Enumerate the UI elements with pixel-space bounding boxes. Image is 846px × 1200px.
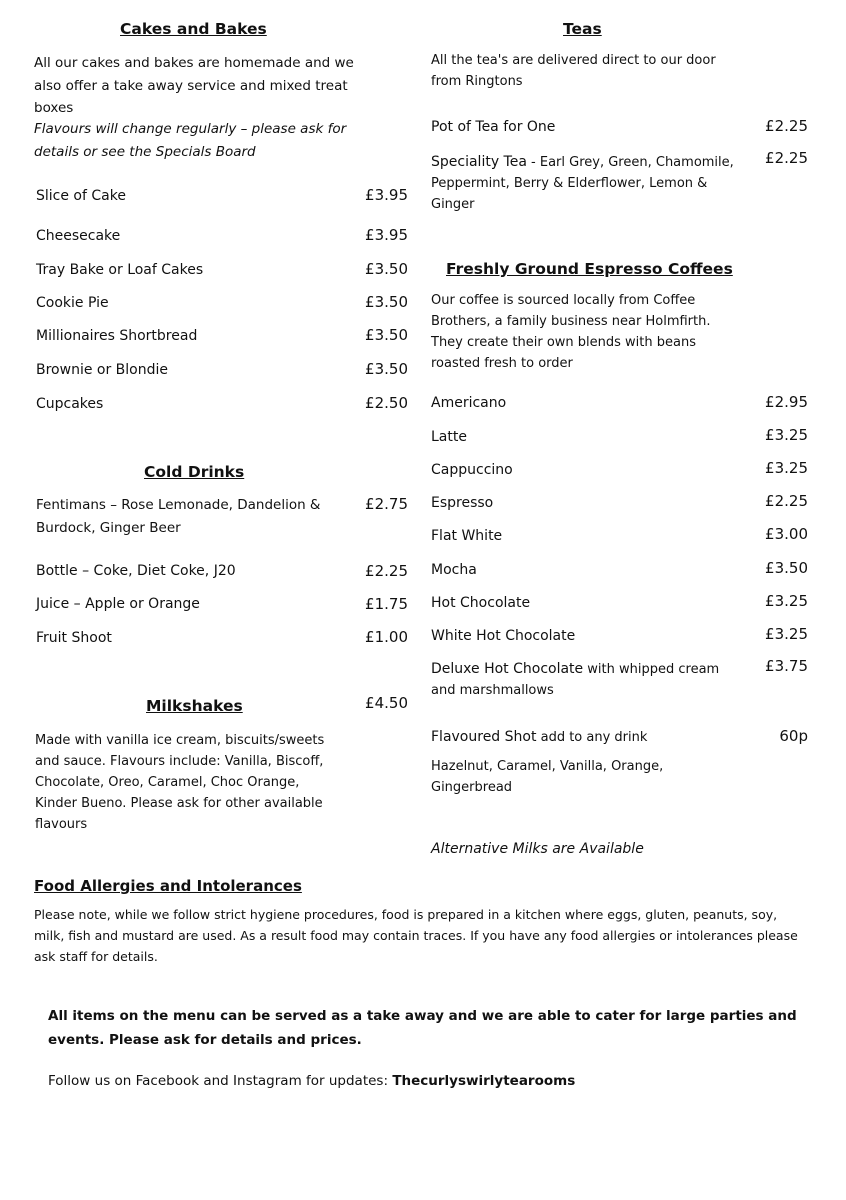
menu-item-label: Speciality Tea: [431, 154, 527, 170]
menu-item-price: £1.75: [365, 595, 408, 613]
menu-item-name: Slice of Cake: [36, 188, 126, 204]
menu-item-name: Espresso: [431, 495, 494, 511]
menu-item-price: £2.25: [765, 117, 808, 135]
menu-item-name: Cupcakes: [36, 396, 104, 412]
cold-drinks-heading: Cold Drinks: [144, 463, 245, 481]
coffees-heading: Freshly Ground Espresso Coffees: [446, 260, 733, 278]
menu-item-name: Fentimans – Rose Lemonade, Dandelion & Burdock, Ginger Beer: [36, 497, 321, 536]
menu-item-name: Flat White: [431, 528, 503, 544]
menu-item-price: £3.00: [765, 525, 808, 543]
cakes-heading: Cakes and Bakes: [120, 20, 267, 38]
menu-item-price: £2.50: [365, 394, 408, 412]
menu-item-name: [431, 152, 749, 215]
menu-item-name: Pot of Tea for One: [431, 119, 556, 135]
menu-item-name: Cappuccino: [431, 462, 513, 478]
menu-item-name: Latte: [431, 429, 467, 445]
menu-item-name: Hot Chocolate: [431, 595, 531, 611]
menu-item-detail: - Earl Grey, Green, Chamomile, Peppermint, Berry & Elderflower, Lemon & Ginger: [431, 155, 734, 212]
menu-item-label: Flavoured Shot: [431, 729, 537, 745]
menu-item-price: £3.25: [765, 625, 808, 643]
teas-intro: All the tea's are delivered direct to our door from Ringtons: [431, 53, 716, 89]
allergies-text: Please note, while we follow strict hygiene procedures, food is prepared in a kitchen where eggs, gluten, peanuts, soy, milk, fish and mustard are used. As a result food may contain traces. If you have any food allergies or intolerances please ask staff for details.: [34, 907, 798, 964]
menu-item-name: Cheesecake: [36, 228, 121, 244]
menu-item-price: £2.25: [765, 149, 808, 167]
milkshakes-description: Made with vanilla ice cream, biscuits/sweets and sauce. Flavours include: Vanilla, Biscoff, Chocolate, Oreo, Caramel, Choc Orange, Kinder Bueno. Please ask for other available flavours: [35, 733, 325, 832]
milkshakes-heading: Milkshakes: [146, 697, 243, 715]
menu-item-price: £1.00: [365, 628, 408, 646]
menu-item-price: £3.95: [365, 226, 408, 244]
teas-heading: Teas: [563, 20, 602, 38]
menu-item-price: 60p: [779, 727, 808, 745]
coffees-intro: Our coffee is sourced locally from Coffee Brothers, a family business near Holmfirth. They create their own blends with beans roasted fresh to order: [431, 293, 711, 371]
menu-item-price: £3.50: [365, 260, 408, 278]
menu-item-name: Americano: [431, 395, 507, 411]
menu-item-detail: add to any drink: [536, 730, 648, 745]
social-handle[interactable]: Thecurlyswirlytearooms: [392, 1073, 576, 1089]
cakes-note: Flavours will change regularly – please ask for details or see the Specials Board: [34, 121, 347, 160]
menu-item-price: £2.25: [365, 562, 408, 580]
menu-item-price: £3.50: [765, 559, 808, 577]
milkshakes-price: £4.50: [365, 694, 408, 712]
menu-item-price: £3.25: [765, 592, 808, 610]
menu-item-price: £2.25: [765, 492, 808, 510]
social-follow: [48, 1073, 575, 1089]
menu-item-name: White Hot Chocolate: [431, 628, 576, 644]
menu-item-name: Juice – Apple or Orange: [36, 596, 200, 612]
menu-item-name: [431, 659, 743, 701]
cakes-intro: All our cakes and bakes are homemade and we also offer a take away service and mixed treat boxes: [34, 55, 354, 116]
menu-item-name: Millionaires Shortbread: [36, 328, 198, 344]
menu-item-price: £3.50: [365, 326, 408, 344]
menu-item-price: £3.50: [365, 293, 408, 311]
menu-item-name: Tray Bake or Loaf Cakes: [36, 262, 204, 278]
menu-item-name: [431, 729, 647, 745]
menu-item-price: £3.75: [765, 657, 808, 675]
menu-item-name: Brownie or Blondie: [36, 362, 168, 378]
menu-item-price: £2.75: [365, 495, 408, 513]
menu-item-name: Bottle – Coke, Diet Coke, J20: [36, 563, 236, 579]
menu-item-name: Cookie Pie: [36, 295, 109, 311]
menu-item-name: Fruit Shoot: [36, 630, 112, 646]
allergies-heading: Food Allergies and Intolerances: [34, 877, 302, 895]
menu-item-label: Deluxe Hot Chocolate: [431, 661, 584, 677]
menu-item-price: £3.25: [765, 426, 808, 444]
menu-item-detail: with whipped cream and marshmallows: [431, 662, 720, 698]
alt-milks-note: Alternative Milks are Available: [431, 841, 644, 857]
follow-text: Follow us on Facebook and Instagram for updates:: [48, 1073, 389, 1089]
menu-item-price: £3.25: [765, 459, 808, 477]
flavour-list: Hazelnut, Caramel, Vanilla, Orange, Gingerbread: [431, 759, 664, 795]
menu-item-price: £2.95: [765, 393, 808, 411]
menu-item-price: £3.50: [365, 360, 408, 378]
takeaway-note: All items on the menu can be served as a take away and we are able to cater for large parties and events. Please ask for details and prices.: [48, 1008, 797, 1048]
menu-item-price: £3.95: [365, 186, 408, 204]
menu-item-name: Mocha: [431, 562, 477, 578]
